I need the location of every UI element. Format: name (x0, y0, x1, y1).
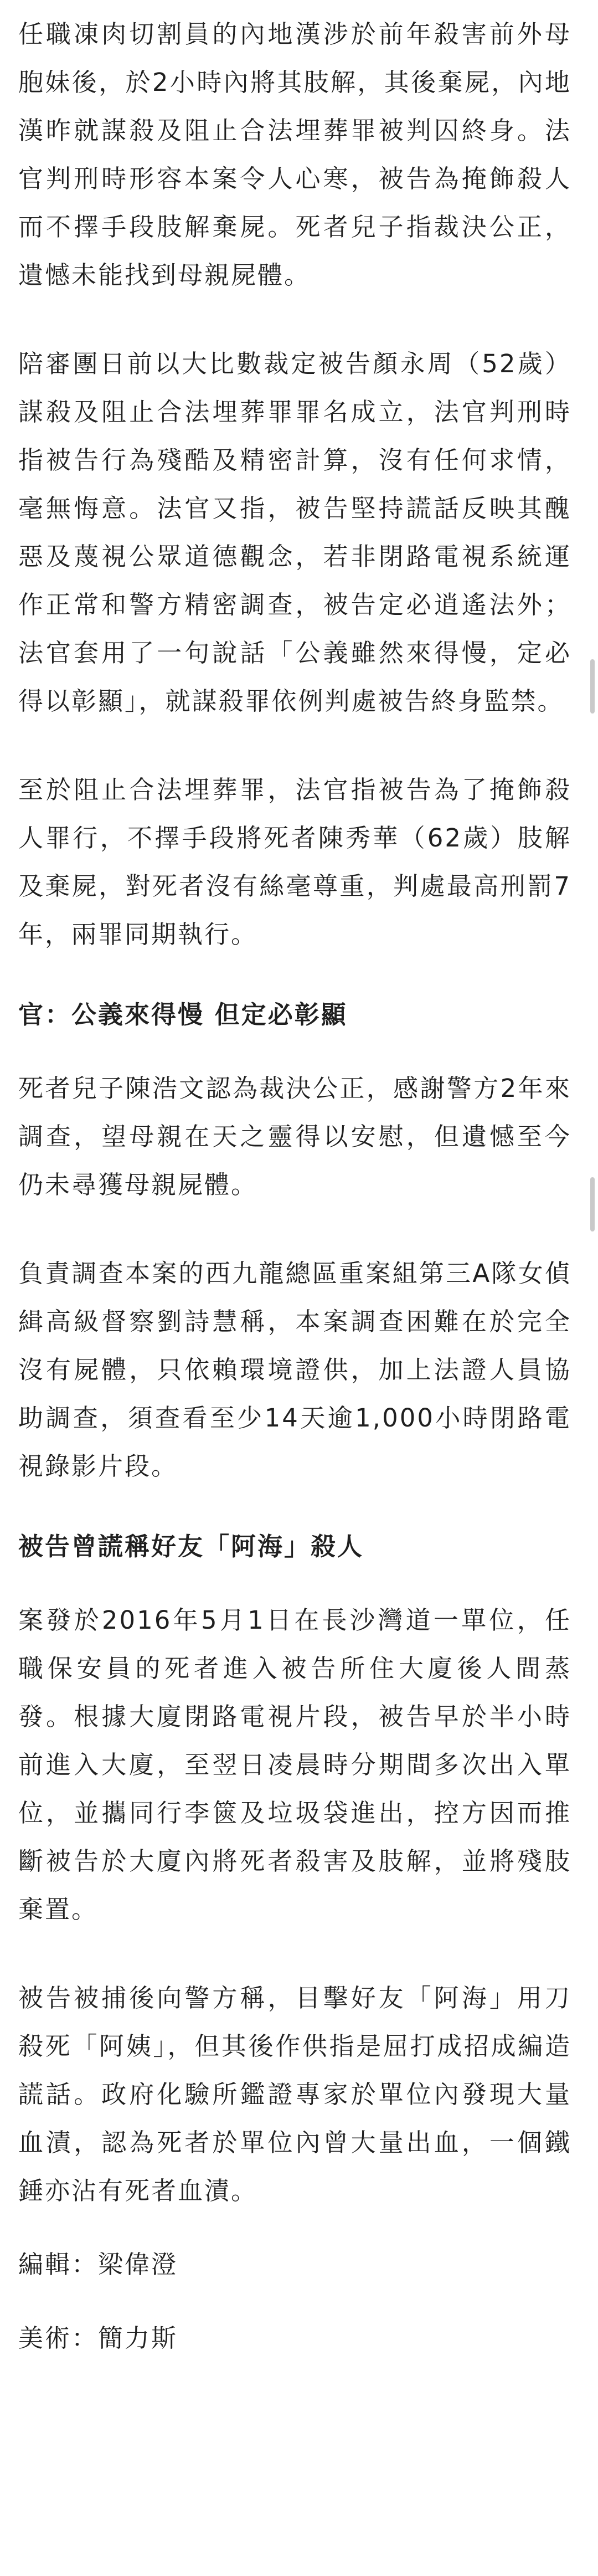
scrollbar-thumb[interactable] (590, 659, 595, 714)
article-paragraph: 陪審團日前以大比數裁定被告顏永周（52歲）謀殺及阻止合法埋葬罪罪名成立，法官判刑時指被告行為殘酷及精密計算，沒有任何求情，毫無悔意。法官又指，被告堅持謊話反映其醜惡及蔑視公眾道德觀念，若非閉路電視系統運作正常和警方精密調查，被告定必逍遙法外；法官套用了一句說話「公義雖然來得慢，定必得以彰顯」，就謀殺罪依例判處被告終身監禁。 (18, 349, 571, 716)
paragraph-spacer (18, 1209, 571, 1249)
article-paragraph: 至於阻止合法埋葬罪，法官指被告為了掩飾殺人罪行，不擇手段將死者陳秀華（62歲）肢解及棄屍，對死者沒有絲毫尊重，判處最高刑罰7年，兩罪同期執行。 (18, 775, 571, 949)
paragraph-spacer (18, 958, 571, 991)
paragraph-spacer (18, 2288, 571, 2314)
article-paragraph: 案發於2016年5月1日在長沙灣道一單位，任職保安員的死者進入被告所住大廈後人間蒸發。根據大廈閉路電視片段，被告早於半小時前進入大廈，至翌日凌晨時分期間多次出入單位，並攜同行李篋及垃圾袋進出，控方因而推斷被告於大廈內將死者殺害及肢解，並將殘肢棄置。 (18, 1605, 571, 1924)
paragraph-spacer (18, 2215, 571, 2240)
article-paragraph: 任職凍肉切割員的內地漢涉於前年殺害前外母胞妹後，於2小時內將其肢解，其後棄屍，內地漢昨就謀殺及阻止合法埋葬罪被判囚終身。法官判刑時形容本案令人心寒，被告為掩飾殺人而不擇手段肢解棄屍。死者兒子指裁決公正，遺憾未能找到母親屍體。 (18, 19, 571, 290)
paragraph-spacer (18, 1933, 571, 1974)
paragraph-spacer (18, 1490, 571, 1522)
editor-credit: 編輯：梁偉澄 (18, 2250, 178, 2279)
section-heading: 被告曾謊稱好友「阿海」殺人 (18, 1532, 364, 1561)
paragraph-spacer (18, 299, 571, 340)
paragraph-spacer (18, 1039, 571, 1064)
scrollbar-thumb[interactable] (590, 1177, 595, 1231)
art-credit: 美術：簡力斯 (18, 2323, 178, 2353)
article-paragraph: 被告被捕後向警方稱，目擊好友「阿海」用刀殺死「阿姨」，但其後作供指是屈打成招成編造謊話。政府化驗所鑑證專家於單位內發現大量血漬，認為死者於單位內曾大量出血，一個鐵錘亦沾有死者血漬。 (18, 1983, 571, 2205)
section-heading: 官：公義來得慢 但定必彰顯 (18, 1000, 348, 1029)
paragraph-spacer (18, 1571, 571, 1596)
article-paragraph: 負責調查本案的西九龍總區重案組第三A隊女偵緝高級督察劉詩慧稱，本案調查困難在於完全沒有屍體，只依賴環境證供，加上法證人員協助調查，須查看至少14天逾1,000小時閉路電視錄影片段。 (18, 1259, 571, 1481)
paragraph-spacer (18, 725, 571, 766)
article-paragraph: 死者兒子陳浩文認為裁決公正，感謝警方2年來調查，望母親在天之靈得以安慰，但遺憾至今仍未尋獲母親屍體。 (18, 1074, 571, 1199)
